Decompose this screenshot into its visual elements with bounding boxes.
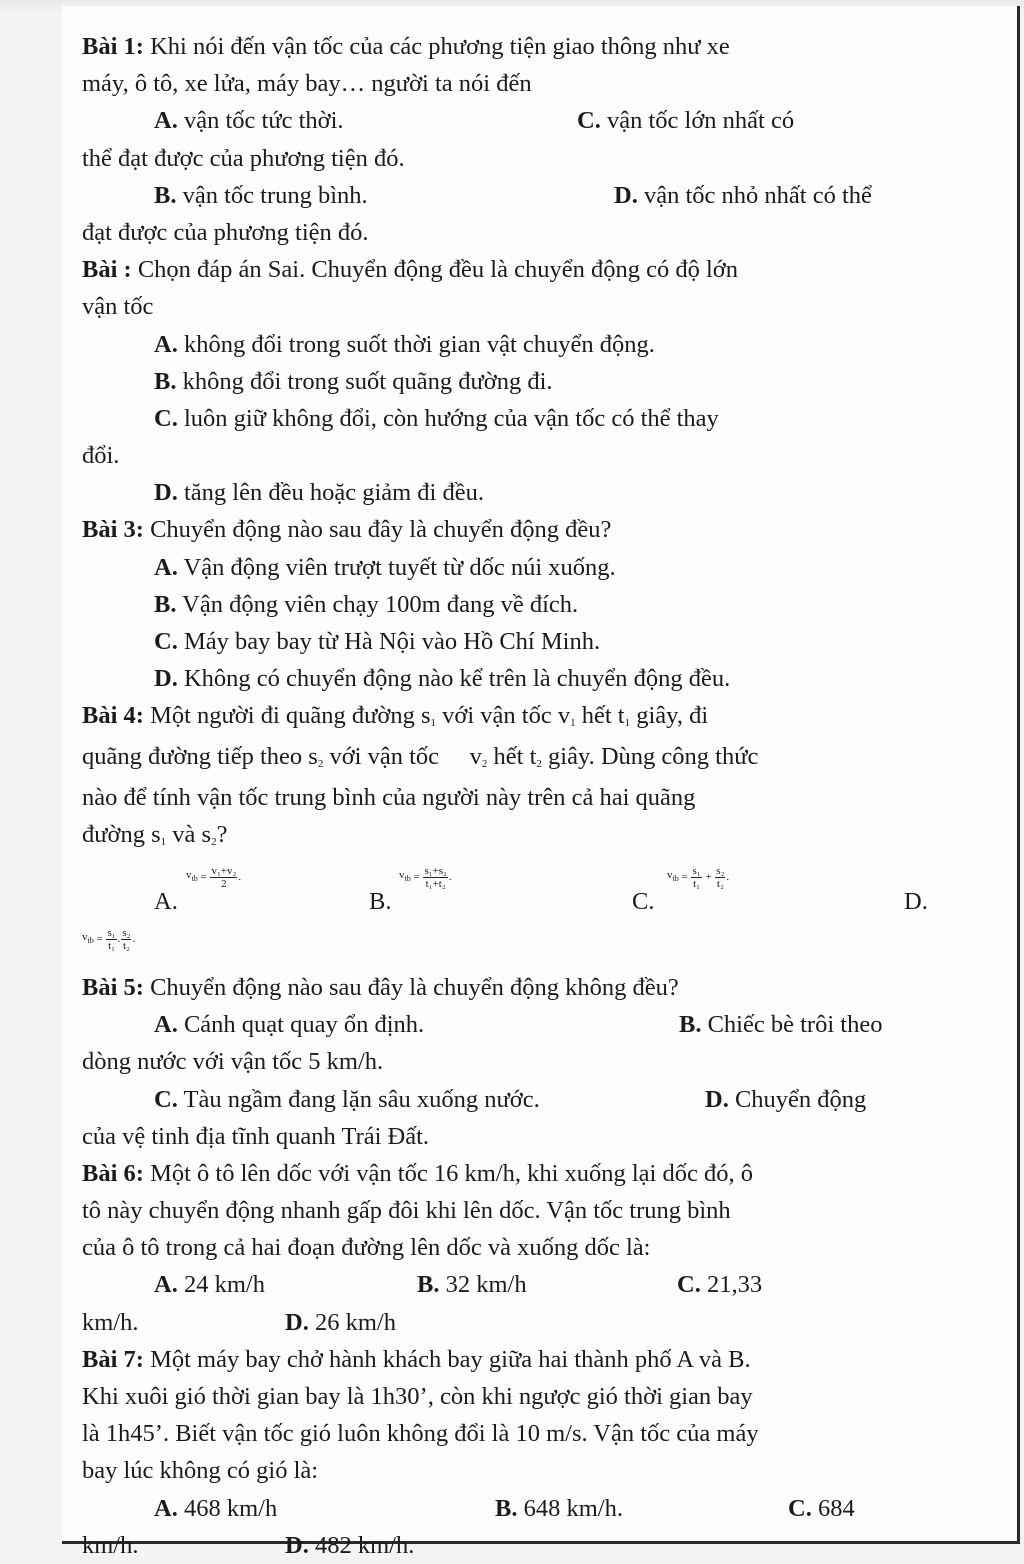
fraction (423, 865, 447, 890)
q4-sub: 2 (317, 757, 324, 770)
q7-text-4: bay lúc không có gió là: (82, 1457, 319, 1485)
q4-text-3: nào để tính vận tốc trung bình của người này trên cả hai quãng (82, 783, 696, 811)
q5-c-label: C. (154, 1085, 178, 1113)
q2-d-text: tăng lên đều hoặc giảm đi đều. (177, 479, 484, 507)
q7-line-1 (82, 1341, 957, 1378)
q5-a-text: Cánh quạt quay ổn định. (177, 1011, 425, 1039)
q5-option-b (679, 1006, 882, 1043)
q4-sub: 2 (536, 757, 542, 770)
q2-option-c-continued (82, 437, 957, 474)
q6-option-b (417, 1266, 527, 1303)
fraction (210, 865, 237, 890)
q5-d-cont: của vệ tinh địa tĩnh quanh Trái Đất. (82, 1122, 430, 1150)
vtb-symbol (399, 869, 411, 885)
q4-sub: 2 (211, 835, 217, 848)
q6-c-label: C. (677, 1271, 701, 1299)
q7-options-c-cont-d (82, 1527, 957, 1564)
q7-b-label: B. (495, 1494, 518, 1522)
q4-b-label: B. (369, 887, 392, 915)
q3-b-text: Vận động viên chạy 100m đang về đích. (176, 590, 579, 618)
q3-option-c (82, 623, 957, 660)
q5-b-cont: dòng nước với vận tốc 5 km/h. (82, 1048, 384, 1076)
q7-c-cont: km/h. (82, 1531, 139, 1559)
den: 2 (221, 877, 227, 890)
q1-option-c (577, 102, 794, 139)
q4-c-label: C. (632, 887, 655, 915)
tb: tb (191, 874, 198, 884)
q2-line-1 (82, 251, 957, 288)
q7-text-3: là 1h45’. Biết vận tốc gió luôn không đổi là 10 m/s. Vận tốc của máy (82, 1420, 759, 1448)
q5-option-d-continued (82, 1118, 957, 1155)
q6-d-label: D. (285, 1308, 309, 1336)
q7-title: Bài 7: (82, 1345, 144, 1373)
q1-c-label: C. (577, 107, 601, 135)
fraction (106, 927, 116, 952)
q1-option-d-continued (82, 214, 957, 251)
q3-c-label: C. (154, 628, 178, 655)
q4-line-1 (82, 697, 957, 734)
vtb-symbol (667, 869, 679, 885)
q1-b-label: B. (154, 181, 177, 209)
q7-text-1: Một máy bay chở hành khách bay giữa hai thành phố A và B. (143, 1345, 751, 1373)
q6-c-cont: km/h. (82, 1308, 139, 1336)
q6-text-2: tô này chuyển động nhanh gấp đôi khi lên dốc. Vận tốc trung bình (82, 1197, 731, 1225)
q6-line-2 (82, 1192, 957, 1229)
period: . (238, 871, 242, 884)
q4-t2b: với vận tốc v (323, 742, 482, 770)
eq: = (200, 871, 207, 884)
q7-line-4 (82, 1452, 957, 1489)
eq: = (681, 871, 688, 884)
q2-b-text: không đổi trong suốt quãng đường đi. (176, 367, 553, 395)
q6-a-text: 24 km/h (177, 1271, 265, 1299)
q6-title: Bài 6: (82, 1159, 144, 1187)
q2-b-label: B. (154, 367, 177, 395)
document-content (82, 28, 957, 1564)
q6-options-abc (82, 1266, 957, 1303)
q7-b-text: 648 km/h. (517, 1494, 623, 1522)
num: v₁+v₂ (211, 864, 237, 877)
q3-line-1 (82, 511, 957, 548)
q5-line-1 (82, 969, 957, 1006)
q3-a-text: Vận động viên trượt tuyết từ dốc núi xuống. (177, 553, 616, 581)
vtb-symbol (82, 931, 94, 947)
q2-text-1: Chọn đáp án Sai. Chuyển động đều là chuyển động có độ lớn (131, 256, 738, 284)
q4-t1a: Một người đi quãng đường s (143, 702, 431, 730)
q4-line-4 (82, 816, 957, 853)
q6-line-1 (82, 1155, 957, 1192)
period: . (448, 871, 452, 884)
q1-option-a (154, 107, 344, 134)
q4-d-label: D. (904, 887, 928, 915)
v: v (82, 931, 88, 944)
q5-options-ab (82, 1006, 957, 1043)
num: s₁ (692, 864, 701, 877)
q1-text-2: máy, ô tô, xe lửa, máy bay… người ta nói đến (82, 70, 532, 98)
q4-sub: 1 (624, 717, 631, 730)
q3-d-text: Không có chuyển động nào kể trên là chuyển động đều. (177, 665, 731, 693)
tb: tb (87, 936, 94, 946)
q1-d-text: vận tốc nhỏ nhất có thể (637, 181, 872, 209)
fraction (691, 865, 701, 890)
q4-formula-b (399, 865, 452, 890)
q2-title: Bài : (82, 256, 132, 284)
q3-text-1: Chuyển động nào sau đây là chuyển động đều? (143, 516, 612, 544)
q6-b-text: 32 km/h (439, 1271, 527, 1299)
q1-option-c-continued (82, 140, 957, 177)
q4-sub: 1 (160, 835, 167, 848)
eq: = (413, 871, 420, 884)
q1-d-cont: đạt được của phương tiện đó. (82, 218, 369, 246)
den: t₂ (122, 939, 130, 952)
q4-t2d: giây. Dùng công thức (541, 742, 759, 770)
q6-a-label: A. (154, 1271, 178, 1299)
q4-sub: 1 (570, 717, 576, 730)
q4-t1d: giây, đi (630, 702, 709, 730)
q1-options-bd (82, 177, 957, 214)
q7-option-d (285, 1527, 414, 1564)
num: s₂ (122, 926, 131, 939)
q2-option-b (82, 363, 957, 400)
q4-line-3 (82, 779, 957, 816)
num: s₁+s₂ (424, 864, 447, 877)
den: t₁+t₂ (425, 877, 446, 890)
q3-option-b (82, 586, 957, 623)
q5-option-d (705, 1081, 866, 1118)
q3-c-text: Máy bay bay từ Hà Nội vào Hồ Chí Minh. (177, 628, 601, 655)
q2-c-text: luôn giữ không đổi, còn hướng của vận tốc có thể thay (177, 404, 719, 432)
q7-option-b (495, 1490, 623, 1527)
q6-text-1: Một ô tô lên dốc với vận tốc 16 km/h, khi xuống lại dốc đó, ô (143, 1159, 753, 1187)
q1-option-d (614, 177, 872, 214)
num: s₁ (107, 926, 116, 939)
q7-d-label: D. (285, 1531, 309, 1559)
q2-line-2 (82, 288, 957, 325)
q7-line-2 (82, 1378, 957, 1415)
q1-options-ac (82, 102, 957, 139)
plus: + (705, 871, 712, 884)
q1-b-text: vận tốc trung bình. (176, 181, 368, 209)
q2-option-a (82, 326, 957, 363)
den: t₁ (108, 939, 115, 952)
q5-title: Bài 5: (82, 973, 144, 1001)
q7-a-label: A. (154, 1494, 178, 1522)
num: s₂ (716, 864, 725, 877)
vtb-symbol (186, 869, 198, 885)
q1-c-text: vận tốc lớn nhất có (600, 107, 795, 135)
q7-d-text: 482 km/h. (308, 1531, 415, 1559)
q4-t2c: hết t (487, 742, 537, 770)
q6-text-3: của ô tô trong cả hai đoạn đường lên dốc và xuống dốc là: (82, 1234, 651, 1262)
q1-c-cont: thể đạt được của phương tiện đó. (82, 144, 405, 172)
q5-text-1: Chuyển động nào sau đây là chuyển động không đều? (143, 973, 679, 1001)
q4-sub: 2 (481, 757, 488, 770)
q4-t4c: ? (216, 820, 228, 848)
q3-b-label: B. (154, 590, 177, 618)
q4-title: Bài 4: (82, 702, 144, 730)
v: v (667, 869, 673, 882)
q1-line-1 (82, 28, 957, 65)
q2-d-label: D. (154, 479, 178, 507)
q3-d-label: D. (154, 665, 178, 693)
q4-formula-options (82, 853, 957, 925)
q5-d-text: Chuyển động (728, 1085, 867, 1113)
q5-b-text: Chiếc bè trôi theo (701, 1011, 883, 1039)
q7-text-2: Khi xuôi gió thời gian bay là 1h30’, còn khi ngược gió thời gian bay (82, 1383, 753, 1410)
q2-a-text: không đổi trong suốt thời gian vật chuyển động. (177, 330, 655, 358)
q4-formula-d (82, 927, 135, 952)
q2-option-d (82, 474, 957, 511)
q4-t4b: và s (166, 820, 212, 848)
q6-option-a (154, 1271, 265, 1298)
q4-a-label: A. (154, 887, 178, 915)
fraction (121, 927, 131, 952)
q5-option-b-continued (82, 1043, 957, 1080)
q2-option-c (82, 400, 957, 437)
q6-b-label: B. (417, 1271, 440, 1299)
q7-option-c (788, 1490, 855, 1527)
q1-d-label: D. (614, 181, 638, 209)
q3-title: Bài 3: (82, 516, 144, 544)
q6-c-text: 21,33 (700, 1271, 763, 1299)
q7-c-text: 684 (811, 1494, 855, 1522)
q3-option-a (82, 549, 957, 586)
q2-c-cont: đổi. (82, 442, 120, 470)
q5-options-cd (82, 1081, 957, 1118)
q6-option-d (285, 1304, 396, 1341)
q2-text-2: vận tốc (82, 293, 154, 321)
q1-a-text: vận tốc tức thời. (177, 107, 344, 135)
eq: = (96, 933, 103, 946)
q6-options-c-cont-d (82, 1304, 957, 1341)
q1-a-label: A. (154, 107, 178, 135)
q5-d-label: D. (705, 1085, 729, 1113)
q6-d-text: 26 km/h (308, 1308, 396, 1336)
q1-line-2 (82, 65, 957, 102)
q5-a-label: A. (154, 1011, 178, 1039)
document-page (62, 6, 1020, 1559)
q7-line-3 (82, 1415, 957, 1452)
q5-option-a (154, 1011, 424, 1038)
period: . (726, 871, 730, 884)
q4-sub: 1 (430, 717, 437, 730)
q7-a-text: 468 km/h (177, 1494, 278, 1522)
q1-text-1: Khi nói đến vận tốc của các phương tiện giao thông như xe (143, 33, 730, 60)
q4-t1b: với vận tốc v (436, 702, 571, 730)
q1-title: Bài 1: (82, 33, 144, 60)
dot: . (117, 933, 121, 946)
q7-option-a (154, 1495, 277, 1522)
den: t₁ (693, 877, 700, 890)
q5-c-text: Tàu ngầm đang lặn sâu xuống nước. (177, 1085, 540, 1113)
q4-t1c: hết t (575, 702, 625, 730)
q3-option-d (82, 660, 957, 697)
q7-c-label: C. (788, 1494, 812, 1522)
q3-a-label: A. (154, 553, 178, 581)
q1-option-b (154, 182, 368, 209)
q5-option-c (154, 1086, 540, 1113)
period: . (132, 933, 136, 946)
q4-formula-a (186, 865, 241, 890)
q4-formula-d-line (82, 925, 957, 969)
q4-t4a: đường s (82, 820, 161, 848)
q4-t2a: quãng đường tiếp theo s (82, 742, 318, 770)
tb: tb (672, 874, 679, 884)
q2-c-label: C. (154, 404, 178, 432)
q4-formula-c (667, 865, 729, 890)
q5-b-label: B. (679, 1011, 702, 1039)
q6-line-3 (82, 1229, 957, 1266)
q6-option-c (677, 1266, 762, 1303)
fraction (715, 865, 725, 890)
tb: tb (404, 874, 411, 884)
q4-line-2 (82, 735, 957, 779)
v: v (399, 869, 405, 882)
q7-options-abc (82, 1490, 957, 1527)
den: t₂ (716, 877, 724, 890)
q2-a-label: A. (154, 330, 178, 358)
v: v (186, 869, 192, 882)
